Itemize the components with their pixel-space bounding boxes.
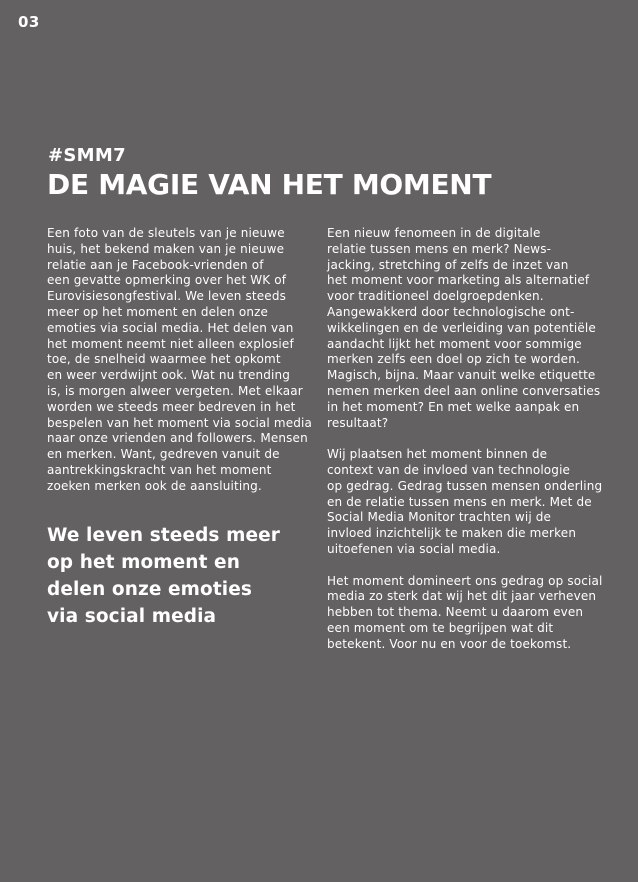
left-column bbox=[47, 226, 313, 510]
text-line: en de relatie tussen mens en merk. Met de bbox=[327, 494, 592, 509]
right-paragraph-2 bbox=[327, 447, 612, 558]
text-line: Aangewakkerd door technologische ont- bbox=[327, 304, 575, 319]
text-line: uitoefenen via social media. bbox=[327, 541, 501, 556]
text-line: is, is morgen alweer vergeten. Met elkaar bbox=[47, 383, 303, 398]
text-line: toe, de snelheid waarmee het opkomt bbox=[47, 352, 281, 367]
text-line: nemen merken deel aan online conversaties bbox=[327, 383, 601, 398]
text-line: merken zelfs een doel op zich te worden. bbox=[327, 352, 580, 367]
text-line: jacking, stretching of zelfs de inzet van bbox=[327, 257, 569, 272]
text-line: Een nieuw fenomeen in de digitale bbox=[327, 226, 541, 240]
right-column bbox=[327, 226, 612, 668]
text-line: zoeken merken ook de aansluiting. bbox=[47, 478, 262, 493]
text-line: voor traditioneel doelgroepdenken. bbox=[327, 289, 544, 304]
text-line: Een foto van de sleutels van je nieuwe bbox=[47, 226, 285, 240]
text-line: relatie aan je Facebook-vrienden of bbox=[47, 257, 264, 272]
text-line: Het moment domineert ons gedrag op social bbox=[327, 573, 603, 588]
text-line: en weer verdwijnt ook. Wat nu trending bbox=[47, 368, 291, 383]
text-line: Magisch, bijna. Maar vanuit welke etiquette bbox=[327, 368, 596, 383]
text-line: een moment om te begrijpen wat dit bbox=[327, 620, 554, 635]
text-line: wikkelingen en de verleiding van potentiële bbox=[327, 320, 596, 335]
text-line: en merken. Want, gedreven vanuit de bbox=[47, 447, 280, 462]
text-line: aandacht lijkt het moment voor sommige bbox=[327, 336, 582, 351]
text-line: bespelen van het moment via social media bbox=[47, 415, 313, 430]
page-title: DE MAGIE VAN HET MOMENT bbox=[47, 168, 492, 201]
pull-quote-line: We leven steeds meer bbox=[47, 525, 280, 546]
text-line: aantrekkingskracht van het moment bbox=[47, 462, 272, 477]
text-line: huis, het bekend maken van je nieuwe bbox=[47, 241, 285, 256]
text-line: relatie tussen mens en merk? News- bbox=[327, 241, 552, 256]
pull-quote-line: via social media bbox=[47, 606, 217, 627]
text-line: emoties via social media. Het delen van bbox=[47, 320, 294, 335]
page-number: 03 bbox=[18, 13, 40, 31]
text-line: meer op het moment en delen onze bbox=[47, 304, 269, 319]
text-line: op gedrag. Gedrag tussen mensen onderling bbox=[327, 478, 603, 493]
text-line: het moment voor marketing als alternatief bbox=[327, 273, 590, 288]
text-line: resultaat? bbox=[327, 415, 389, 430]
text-line: invloed inzichtelijk te maken die merken bbox=[327, 526, 577, 541]
pull-quote-line: delen onze emoties bbox=[47, 579, 253, 600]
left-paragraph bbox=[47, 226, 313, 495]
text-line: naar onze vrienden and followers. Mensen bbox=[47, 431, 308, 446]
text-line: in het moment? En met welke aanpak en bbox=[327, 399, 580, 414]
text-line: het moment neemt niet alleen explosief bbox=[47, 336, 294, 351]
text-line: worden we steeds meer bedreven in het bbox=[47, 399, 296, 414]
text-line: een gevatte opmerking over het WK of bbox=[47, 273, 287, 288]
right-paragraph-3 bbox=[327, 574, 612, 653]
text-line: Social Media Monitor trachten wij de bbox=[327, 510, 552, 525]
right-paragraph-1 bbox=[327, 226, 612, 431]
text-line: Wij plaatsen het moment binnen de bbox=[327, 447, 548, 462]
text-line: Eurovisiesongfestival. We leven steeds bbox=[47, 289, 287, 304]
text-line: media zo sterk dat wij het dit jaar verheven bbox=[327, 589, 597, 604]
text-line: context van de invloed van technologie bbox=[327, 462, 571, 477]
text-line: betekent. Voor nu en voor de toekomst. bbox=[327, 636, 572, 651]
text-line: hebben tot thema. Neemt u daarom even bbox=[327, 605, 584, 620]
pull-quote-line: op het moment en bbox=[47, 552, 240, 573]
section-tag: #SMM7 bbox=[48, 145, 126, 166]
pull-quote bbox=[47, 522, 280, 630]
